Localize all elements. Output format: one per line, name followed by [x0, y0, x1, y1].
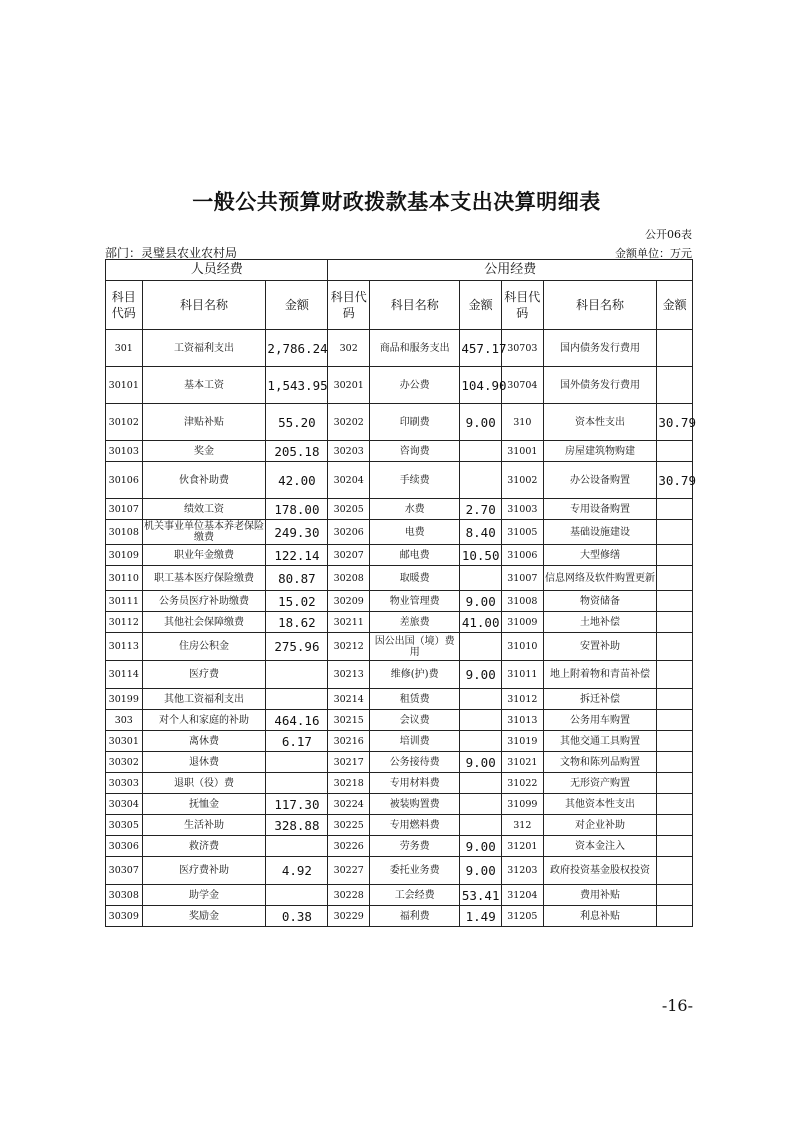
subject-name-cell: 政府投资基金股权投资 [543, 857, 657, 885]
amount-cell: 55.20 [266, 404, 328, 441]
amount-cell: 1.49 [460, 906, 502, 927]
table-row [106, 633, 693, 661]
subject-code-cell: 30199 [106, 689, 143, 710]
subject-name-cell: 地上附着物和青苗补偿 [543, 661, 657, 689]
amount-cell [657, 441, 693, 462]
col-name-3: 科目名称 [543, 281, 657, 330]
table-row [106, 591, 693, 612]
subject-name-cell: 对个人和家庭的补助 [142, 710, 266, 731]
amount-cell: 1,543.95 [266, 367, 328, 404]
subject-name-cell: 助学金 [142, 885, 266, 906]
subject-code-cell: 30228 [328, 885, 370, 906]
amount-cell [460, 441, 502, 462]
amount-cell [657, 836, 693, 857]
subject-code-cell: 30304 [106, 794, 143, 815]
subject-name-cell: 奖金 [142, 441, 266, 462]
subject-name-cell: 拆迁补偿 [543, 689, 657, 710]
subject-name-cell: 职业年金缴费 [142, 545, 266, 566]
subject-code-cell: 31008 [502, 591, 544, 612]
amount-cell [657, 906, 693, 927]
amount-cell [266, 836, 328, 857]
subject-name-cell: 离休费 [142, 731, 266, 752]
subject-code-cell: 31006 [502, 545, 544, 566]
subject-name-cell: 退职（役）费 [142, 773, 266, 794]
amount-cell: 2.70 [460, 499, 502, 520]
amount-cell: 42.00 [266, 462, 328, 499]
table-row [106, 441, 693, 462]
subject-name-cell: 劳务费 [370, 836, 460, 857]
amount-cell [266, 752, 328, 773]
subject-name-cell: 取暖费 [370, 566, 460, 591]
subject-code-cell: 30106 [106, 462, 143, 499]
form-number: 公开06表 [645, 228, 692, 241]
amount-cell [657, 545, 693, 566]
subject-name-cell: 安置补助 [543, 633, 657, 661]
table-row [106, 689, 693, 710]
subject-name-cell: 医疗费 [142, 661, 266, 689]
amount-cell: 4.92 [266, 857, 328, 885]
amount-cell [657, 752, 693, 773]
amount-cell: 9.00 [460, 752, 502, 773]
amount-cell: 205.18 [266, 441, 328, 462]
subject-name-cell: 电费 [370, 520, 460, 545]
subject-name-cell: 手续费 [370, 462, 460, 499]
subject-code-cell: 30109 [106, 545, 143, 566]
subject-code-cell: 30229 [328, 906, 370, 927]
amount-cell [460, 689, 502, 710]
table-row [106, 612, 693, 633]
col-code-3: 科目代码 [502, 281, 544, 330]
subject-name-cell: 机关事业单位基本养老保险缴费 [143, 521, 264, 543]
amount-cell [657, 367, 693, 404]
subject-code-cell: 30225 [328, 815, 370, 836]
amount-cell [266, 689, 328, 710]
subject-name-cell: 国内债务发行费用 [543, 330, 657, 367]
amount-cell [657, 689, 693, 710]
table-row [106, 566, 693, 591]
subject-name-cell: 差旅费 [370, 612, 460, 633]
table-row [106, 462, 693, 499]
subject-code-cell: 30303 [106, 773, 143, 794]
amount-cell [460, 731, 502, 752]
table-row [106, 545, 693, 566]
subject-code-cell: 30203 [328, 441, 370, 462]
subject-name-cell: 专用燃料费 [370, 815, 460, 836]
subject-name-cell: 商品和服务支出 [370, 330, 460, 367]
page-number: -16- [661, 996, 693, 1015]
subject-name-cell: 委托业务费 [370, 857, 460, 885]
table-row [106, 906, 693, 927]
table-row [106, 857, 693, 885]
amount-cell [657, 591, 693, 612]
subject-code-cell: 31009 [502, 612, 544, 633]
amount-cell: 2,786.24 [266, 330, 328, 367]
subject-code-cell: 31201 [502, 836, 544, 857]
subject-code-cell: 30308 [106, 885, 143, 906]
subject-name-cell: 大型修缮 [543, 545, 657, 566]
amount-cell: 249.30 [266, 520, 328, 545]
subject-name-cell: 抚恤金 [142, 794, 266, 815]
subject-name-cell: 培训费 [370, 731, 460, 752]
amount-cell: 41.00 [460, 612, 502, 633]
amount-cell [460, 462, 502, 499]
table-row [106, 404, 693, 441]
subject-code-cell: 30704 [502, 367, 544, 404]
subject-name-cell: 物资储备 [543, 591, 657, 612]
table-row [106, 520, 693, 545]
subject-code-cell: 30112 [106, 612, 143, 633]
amount-cell: 328.88 [266, 815, 328, 836]
amount-cell [657, 773, 693, 794]
amount-cell [266, 773, 328, 794]
subject-code-cell: 30218 [328, 773, 370, 794]
subject-code-cell: 30306 [106, 836, 143, 857]
amount-cell [657, 885, 693, 906]
subject-name-cell: 公务接待费 [370, 752, 460, 773]
amount-cell [657, 499, 693, 520]
amount-cell: 9.00 [460, 836, 502, 857]
subject-code-cell: 31011 [502, 661, 544, 689]
subject-name-cell: 无形资产购置 [543, 773, 657, 794]
subject-name-cell: 其他交通工具购置 [543, 731, 657, 752]
subject-name-cell: 医疗费补助 [142, 857, 266, 885]
subject-name-cell: 邮电费 [370, 545, 460, 566]
amount-cell [266, 885, 328, 906]
subject-code-cell: 30213 [328, 661, 370, 689]
table-row [106, 499, 693, 520]
subject-code-cell: 30201 [328, 367, 370, 404]
subject-name-cell: 工会经费 [370, 885, 460, 906]
amount-cell: 275.96 [266, 633, 328, 661]
subject-name-cell: 工资福利支出 [142, 330, 266, 367]
subject-code-cell: 30307 [106, 857, 143, 885]
amount-cell: 117.30 [266, 794, 328, 815]
subject-name-cell: 对企业补助 [543, 815, 657, 836]
subject-code-cell: 30703 [502, 330, 544, 367]
subject-name-cell: 其他社会保障缴费 [142, 612, 266, 633]
subject-name-cell: 水费 [370, 499, 460, 520]
subject-code-cell: 30305 [106, 815, 143, 836]
table-row [106, 367, 693, 404]
amount-cell: 8.40 [460, 520, 502, 545]
subject-name-cell: 基础设施建设 [543, 520, 657, 545]
subject-code-cell: 30302 [106, 752, 143, 773]
subject-name-cell: 因公出国（境）费用 [370, 633, 460, 661]
amount-cell: 9.00 [460, 404, 502, 441]
subject-name-cell: 办公设备购置 [543, 462, 657, 499]
subject-name-cell: 救济费 [142, 836, 266, 857]
subject-code-cell: 31001 [502, 441, 544, 462]
subject-name-cell: 咨询费 [370, 441, 460, 462]
subject-code-cell: 30102 [106, 404, 143, 441]
subject-code-cell: 30103 [106, 441, 143, 462]
amount-cell [460, 633, 502, 661]
subject-code-cell: 30111 [106, 591, 143, 612]
unit-label: 金额单位：万元 [615, 247, 692, 260]
subject-name-cell: 绩效工资 [142, 499, 266, 520]
subject-name-cell: 生活补助 [142, 815, 266, 836]
amount-cell: 15.02 [266, 591, 328, 612]
subject-code-cell: 30107 [106, 499, 143, 520]
amount-cell [657, 612, 693, 633]
subject-code-cell: 30209 [328, 591, 370, 612]
amount-cell: 10.50 [460, 545, 502, 566]
public-header: 公用经费 [328, 260, 693, 281]
subject-name-cell: 津贴补贴 [142, 404, 266, 441]
amount-cell [657, 661, 693, 689]
subject-code-cell: 31005 [502, 520, 544, 545]
subject-code-cell: 31002 [502, 462, 544, 499]
subject-name-cell: 公务用车购置 [543, 710, 657, 731]
amount-cell [657, 710, 693, 731]
subject-code-cell: 31204 [502, 885, 544, 906]
subject-code-cell: 30216 [328, 731, 370, 752]
subject-name-cell: 会议费 [370, 710, 460, 731]
table-row [106, 710, 693, 731]
amount-cell: 30.79 [657, 404, 693, 441]
subject-name-cell: 住房公积金 [142, 633, 266, 661]
subject-code-cell: 30110 [106, 566, 143, 591]
subject-name-cell: 办公费 [370, 367, 460, 404]
amount-cell [460, 710, 502, 731]
amount-cell [657, 731, 693, 752]
amount-cell: 9.00 [460, 857, 502, 885]
subject-name-cell: 被装购置费 [370, 794, 460, 815]
subject-name-cell: 土地补偿 [543, 612, 657, 633]
subject-name-cell: 房屋建筑物购建 [543, 441, 657, 462]
col-name-1: 科目名称 [142, 281, 266, 330]
col-code-2: 科目代码 [328, 281, 370, 330]
amount-cell: 178.00 [266, 499, 328, 520]
expenditure-table [105, 259, 696, 927]
subject-code-cell: 31007 [502, 566, 544, 591]
subject-code-cell: 31012 [502, 689, 544, 710]
col-name-2: 科目名称 [370, 281, 460, 330]
amount-cell [266, 661, 328, 689]
amount-cell: 30.79 [657, 462, 693, 499]
subject-name-cell: 其他工资福利支出 [142, 689, 266, 710]
subject-name-cell: 奖励金 [142, 906, 266, 927]
amount-cell [460, 794, 502, 815]
subject-name-cell: 信息网络及软件购置更新 [543, 566, 657, 591]
subject-code-cell: 30208 [328, 566, 370, 591]
subject-code-cell: 31205 [502, 906, 544, 927]
amount-cell: 9.00 [460, 661, 502, 689]
subject-name-cell: 专用材料费 [370, 773, 460, 794]
subject-code-cell: 30205 [328, 499, 370, 520]
subject-name-cell: 资本性支出 [543, 404, 657, 441]
subject-name-cell: 福利费 [370, 906, 460, 927]
table-row [106, 731, 693, 752]
personnel-header: 人员经费 [106, 260, 328, 281]
column-header-row [106, 281, 693, 330]
amount-cell: 457.17 [460, 330, 502, 367]
subject-code-cell: 30211 [328, 612, 370, 633]
subject-code-cell: 30227 [328, 857, 370, 885]
subject-code-cell: 30226 [328, 836, 370, 857]
subject-name-cell: 物业管理费 [370, 591, 460, 612]
table-row [106, 815, 693, 836]
subject-name-cell: 国外债务发行费用 [543, 367, 657, 404]
subject-name-cell: 租赁费 [370, 689, 460, 710]
col-code-1: 科目代码 [106, 281, 143, 330]
table-row [106, 794, 693, 815]
subject-name-cell: 资本金注入 [543, 836, 657, 857]
table-row [106, 661, 693, 689]
subject-name-cell: 职工基本医疗保险缴费 [142, 566, 266, 591]
amount-cell: 80.87 [266, 566, 328, 591]
subject-name-cell: 基本工资 [142, 367, 266, 404]
amount-cell [657, 633, 693, 661]
subject-code-cell: 30113 [106, 633, 143, 661]
amount-cell: 18.62 [266, 612, 328, 633]
subject-code-cell: 30214 [328, 689, 370, 710]
subject-code-cell: 30101 [106, 367, 143, 404]
page-title: 一般公共预算财政拨款基本支出决算明细表 [192, 190, 601, 214]
amount-cell: 53.41 [460, 885, 502, 906]
subject-name-cell: 公务员医疗补助缴费 [142, 591, 266, 612]
amount-cell: 122.14 [266, 545, 328, 566]
subject-code-cell: 302 [328, 330, 370, 367]
subject-name-cell: 利息补贴 [543, 906, 657, 927]
table-row [106, 885, 693, 906]
subject-code-cell: 31021 [502, 752, 544, 773]
subject-code-cell: 30224 [328, 794, 370, 815]
subject-code-cell: 30206 [328, 520, 370, 545]
subject-code-cell: 310 [502, 404, 544, 441]
subject-code-cell: 31099 [502, 794, 544, 815]
group-header-row [106, 260, 693, 281]
subject-name-cell: 维修(护)费 [370, 661, 460, 689]
subject-name-cell: 其他资本性支出 [543, 794, 657, 815]
subject-code-cell: 30204 [328, 462, 370, 499]
subject-code-cell: 301 [106, 330, 143, 367]
subject-code-cell: 31003 [502, 499, 544, 520]
subject-code-cell: 31019 [502, 731, 544, 752]
subject-code-cell: 31022 [502, 773, 544, 794]
table-row [106, 330, 693, 367]
col-amount-3: 金额 [657, 281, 693, 330]
subject-code-cell: 30114 [106, 661, 143, 689]
subject-name-cell: 伙食补助费 [142, 462, 266, 499]
subject-code-cell: 30309 [106, 906, 143, 927]
amount-cell: 0.38 [266, 906, 328, 927]
subject-code-cell: 30217 [328, 752, 370, 773]
subject-code-cell: 30207 [328, 545, 370, 566]
col-amount-1: 金额 [266, 281, 328, 330]
subject-code-cell: 312 [502, 815, 544, 836]
subject-code-cell: 30212 [328, 633, 370, 661]
amount-cell [657, 566, 693, 591]
subject-code-cell: 30108 [106, 520, 143, 545]
table-row [106, 836, 693, 857]
amount-cell: 464.16 [266, 710, 328, 731]
amount-cell [460, 773, 502, 794]
subject-code-cell: 31203 [502, 857, 544, 885]
subject-code-cell: 30215 [328, 710, 370, 731]
subject-name-cell: 印刷费 [370, 404, 460, 441]
subject-code-cell: 30301 [106, 731, 143, 752]
amount-cell: 104.90 [460, 367, 502, 404]
subject-code-cell: 31010 [502, 633, 544, 661]
amount-cell [657, 794, 693, 815]
subject-name-cell: 退休费 [142, 752, 266, 773]
table-row [106, 773, 693, 794]
amount-cell: 6.17 [266, 731, 328, 752]
amount-cell [657, 520, 693, 545]
subject-code-cell: 30202 [328, 404, 370, 441]
amount-cell [460, 815, 502, 836]
amount-cell [657, 330, 693, 367]
amount-cell [460, 566, 502, 591]
col-amount-2: 金额 [460, 281, 502, 330]
table-row [106, 752, 693, 773]
subject-name-cell: 专用设备购置 [543, 499, 657, 520]
subject-name-cell: 文物和陈列品购置 [543, 752, 657, 773]
amount-cell [657, 815, 693, 836]
subject-code-cell: 31013 [502, 710, 544, 731]
department-label: 部门：灵璧县农业农村局 [105, 246, 238, 260]
subject-name-cell: 费用补贴 [543, 885, 657, 906]
amount-cell: 9.00 [460, 591, 502, 612]
subject-code-cell: 303 [106, 710, 143, 731]
amount-cell [657, 857, 693, 885]
